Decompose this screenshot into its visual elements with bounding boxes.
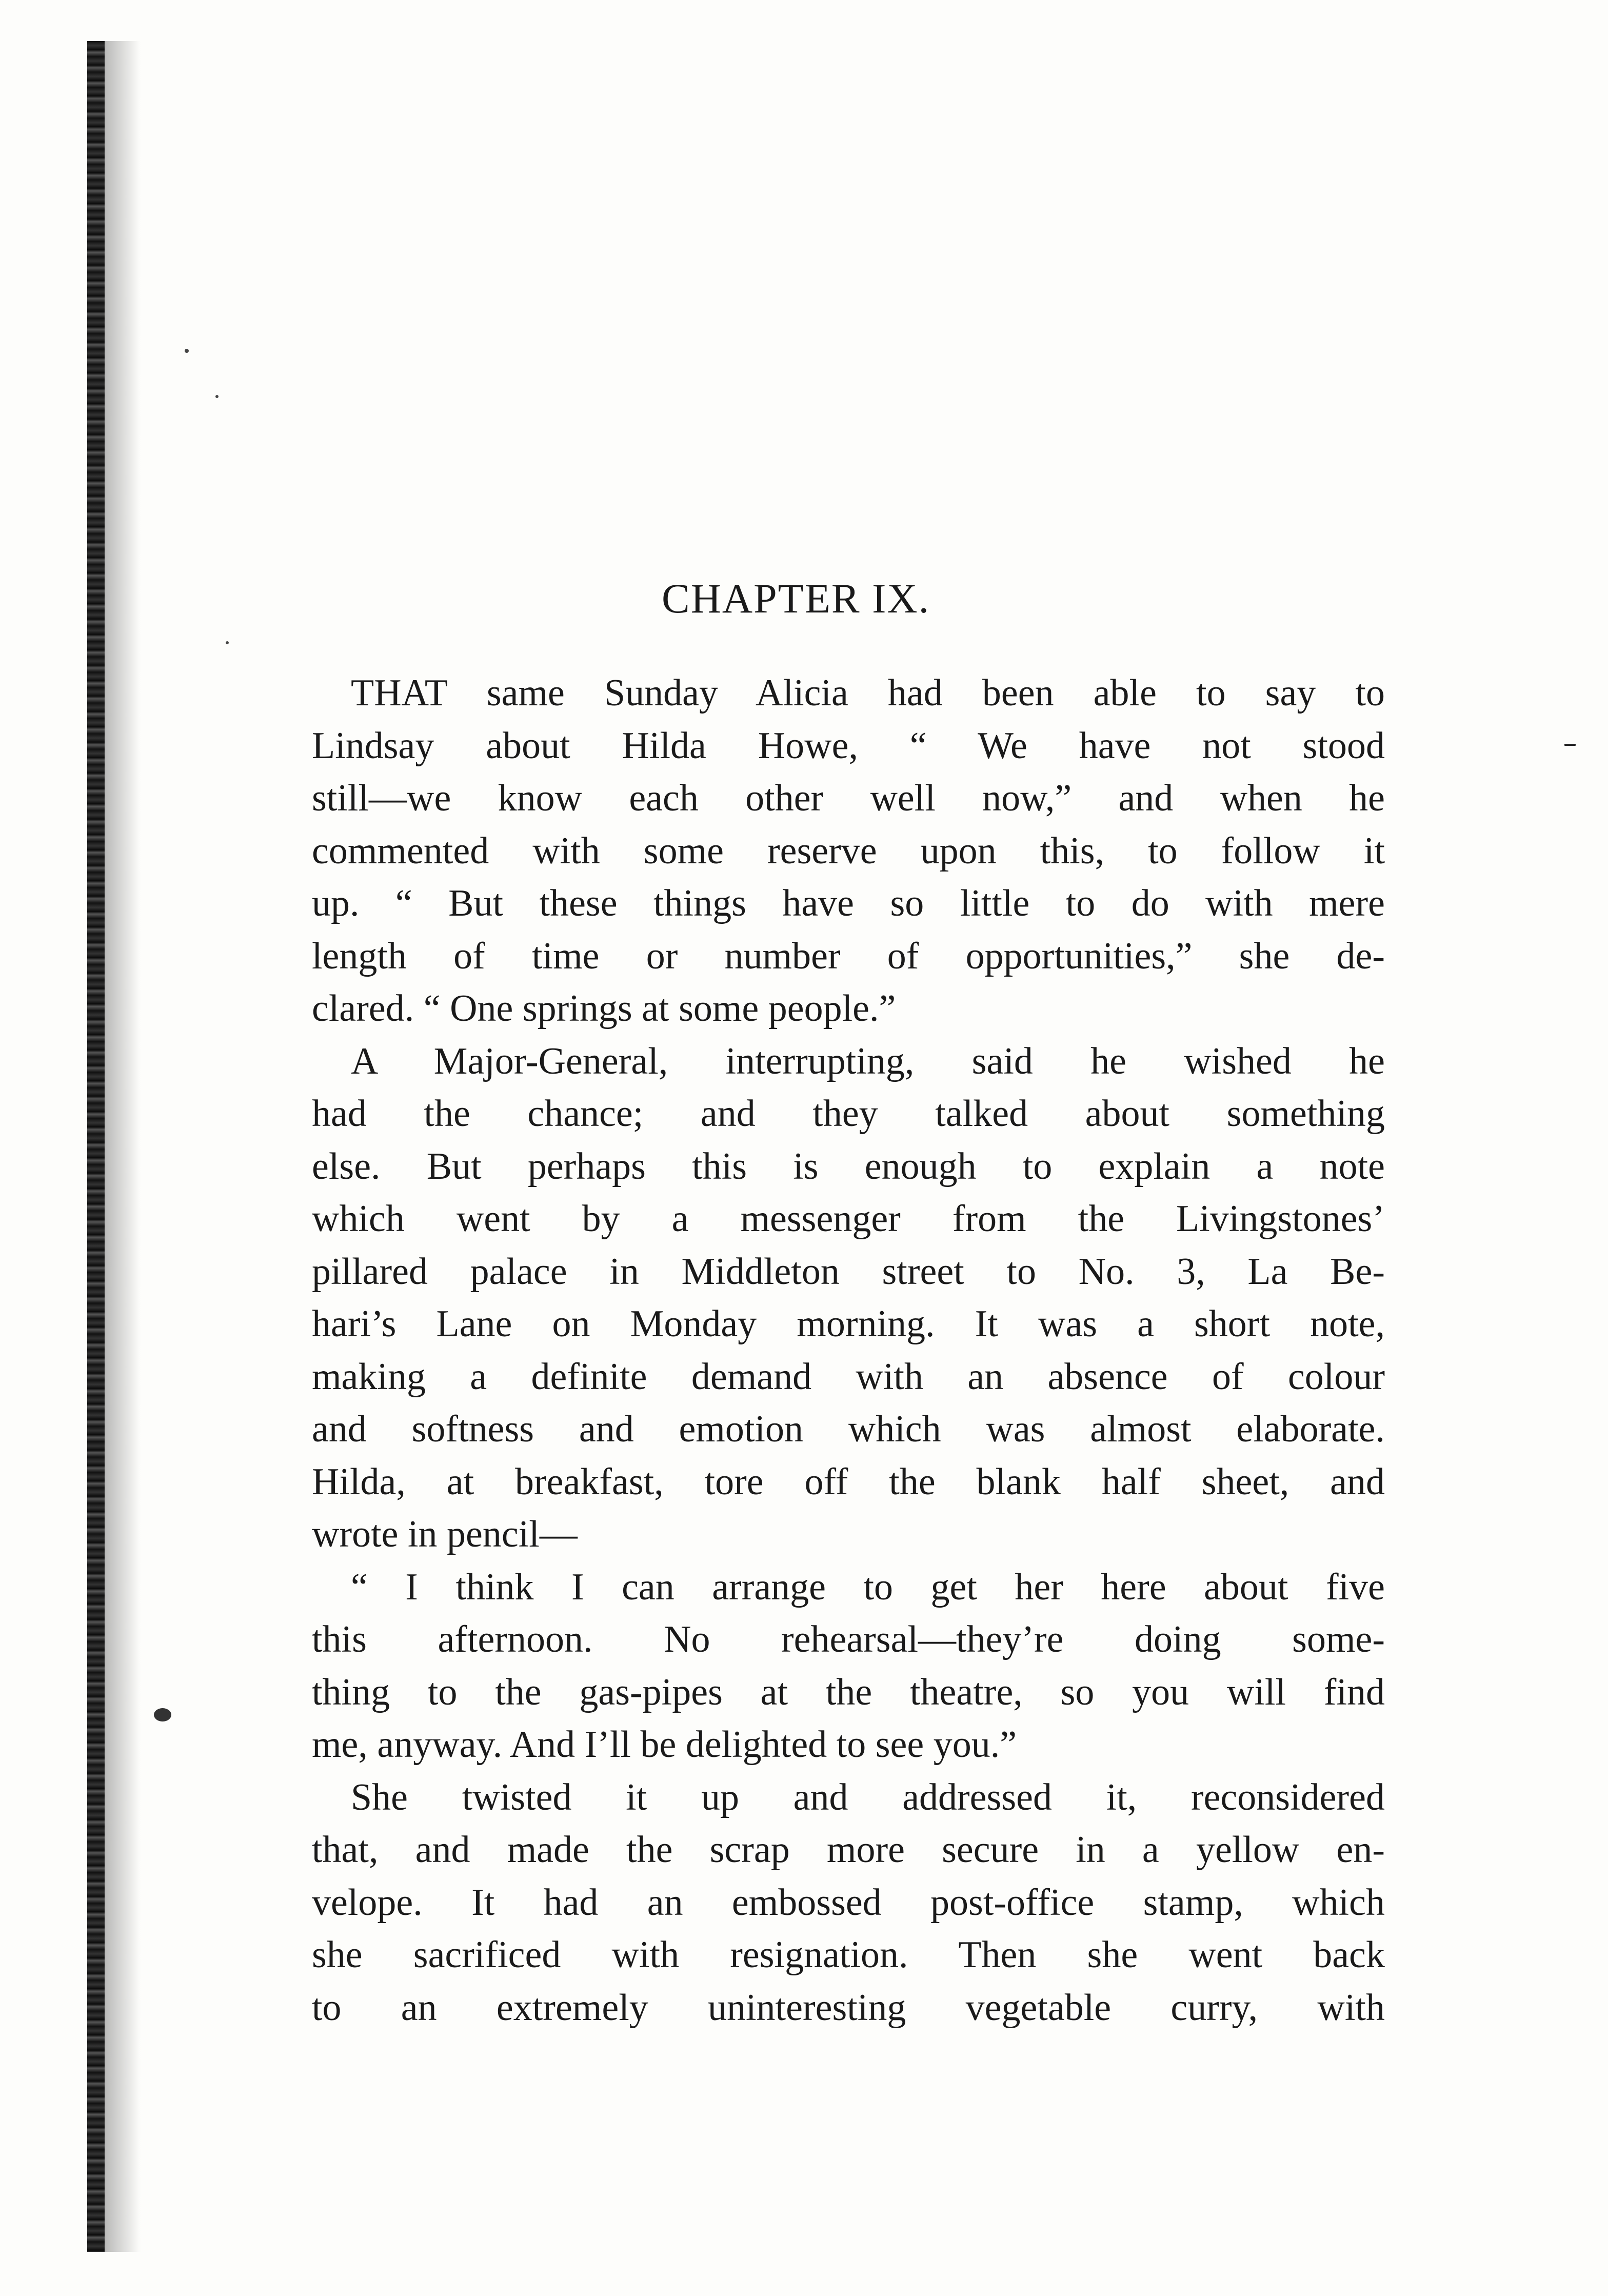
- text-line: clared. “ One springs at some people.”: [312, 987, 896, 1030]
- text-line: hari’s Lane on Monday morning. It was a short note,: [312, 1303, 1385, 1345]
- text-line: that, and made the scrap more secure in a yellow en-: [312, 1829, 1385, 1871]
- text-line: making a definite demand with an absence of colour: [312, 1355, 1385, 1398]
- text-line: She twisted it up and addressed it, reconsidered: [351, 1776, 1385, 1818]
- gutter-shadow: [105, 41, 141, 2252]
- text-line: she sacrificed with resignation. Then she went back: [312, 1934, 1385, 1976]
- text-line: “ I think I can arrange to get her here about five: [351, 1566, 1385, 1608]
- text-line: up. “ But these things have so little to do with mere: [312, 882, 1385, 924]
- ink-speck: [215, 395, 219, 398]
- text-line: me, anyway. And I’ll be delighted to see you.”: [312, 1724, 1017, 1766]
- chapter-heading: CHAPTER IX.: [662, 575, 930, 622]
- text-line: THAT same Sunday Alicia had been able to say to: [351, 672, 1385, 714]
- ink-speck: [185, 349, 189, 353]
- text-line: commented with some reserve upon this, to follow it: [312, 829, 1385, 872]
- chapter-body-text: [312, 667, 1385, 2034]
- text-line: else. But perhaps this is enough to explain a note: [312, 1145, 1385, 1187]
- book-spine-shadow: [87, 41, 105, 2252]
- text-line: to an extremely uninteresting vegetable curry, with: [312, 1986, 1385, 2029]
- ink-speck: [226, 641, 229, 644]
- text-line: still—we know each other well now,” and when he: [312, 777, 1385, 819]
- text-line: Lindsay about Hilda Howe, “ We have not stood: [312, 724, 1385, 767]
- ink-speck: [154, 1708, 171, 1721]
- text-line: had the chance; and they talked about something: [312, 1093, 1385, 1135]
- text-line: pillared palace in Middleton street to No. 3, La Be-: [312, 1250, 1385, 1293]
- ink-speck: [1564, 744, 1576, 746]
- text-line: velope. It had an embossed post-office stamp, which: [312, 1881, 1385, 1924]
- text-line: thing to the gas-pipes at the theatre, so you will find: [312, 1671, 1385, 1713]
- text-line: this afternoon. No rehearsal—they’re doing some-: [312, 1618, 1385, 1660]
- text-line: wrote in pencil—: [312, 1513, 578, 1555]
- text-line: length of time or number of opportunities,” she de-: [312, 935, 1385, 977]
- text-line: which went by a messenger from the Livingstones’: [312, 1198, 1385, 1240]
- text-line: and softness and emotion which was almost elaborate.: [312, 1408, 1385, 1450]
- text-line: A Major-General, interrupting, said he wished he: [351, 1040, 1385, 1082]
- text-line: Hilda, at breakfast, tore off the blank half sheet, and: [312, 1460, 1385, 1503]
